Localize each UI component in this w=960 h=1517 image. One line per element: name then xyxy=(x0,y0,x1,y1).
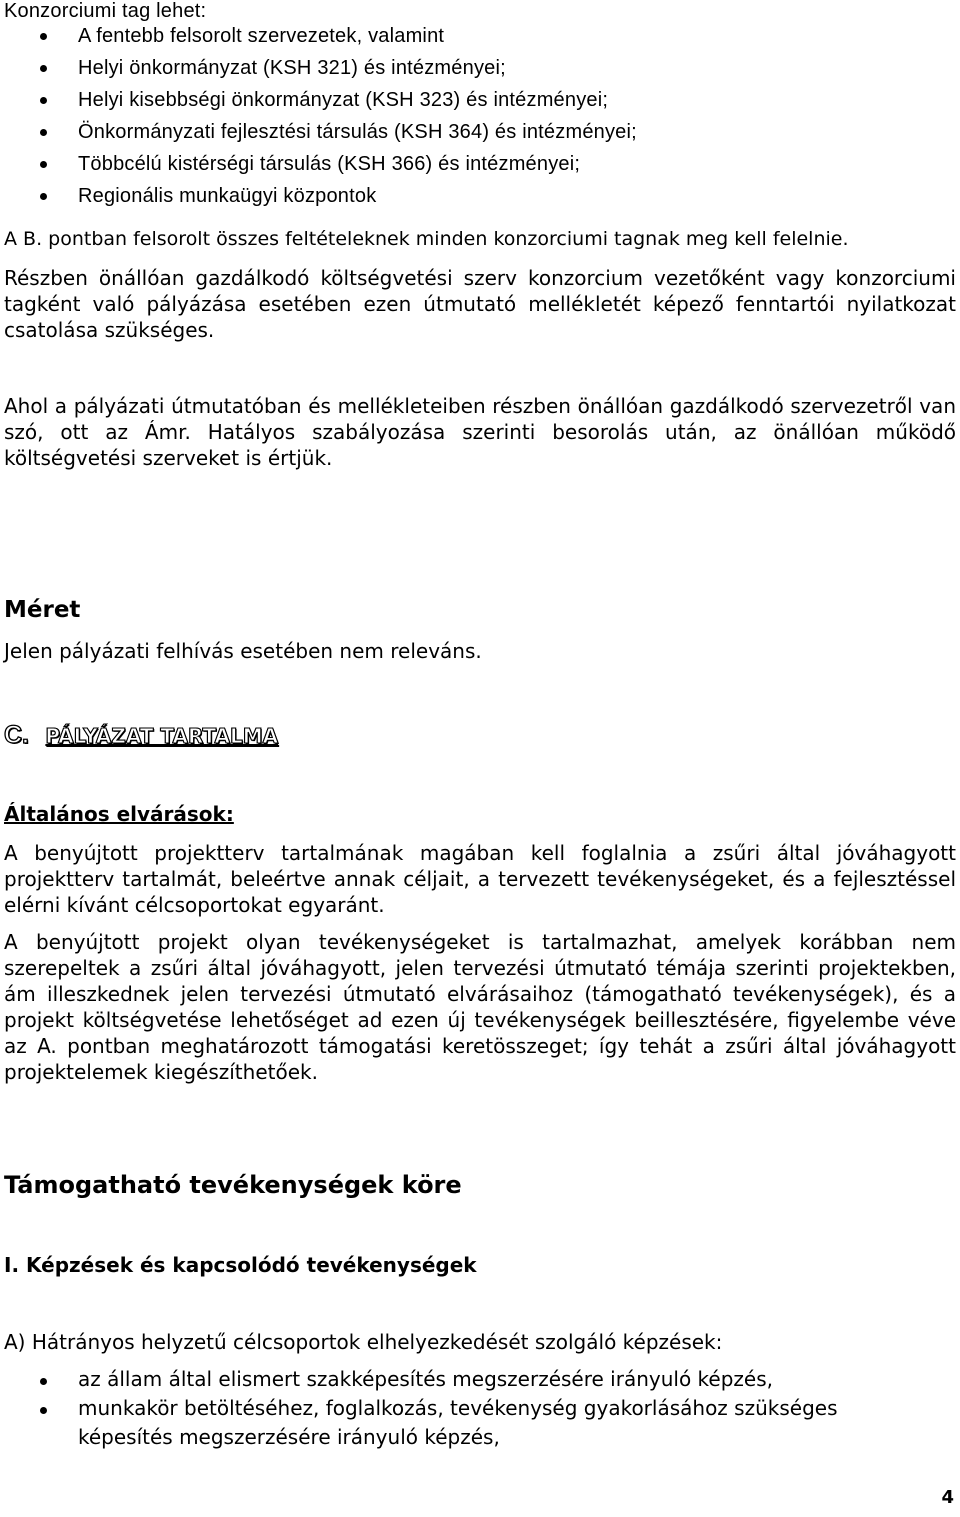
list-item: az állam által elismert szakképesítés megszerzésére irányuló képzés, xyxy=(4,1365,956,1394)
training-subheading: A) Hátrányos helyzetű célcsoportok elhelyezkedését szolgáló képzések: xyxy=(4,1330,723,1354)
size-heading: Méret xyxy=(4,597,81,623)
list-item: Önkormányzati fejlesztési társulás (KSH 364) és intézményei; xyxy=(4,116,956,148)
list-item: Többcélú kistérségi társulás (KSH 366) és intézményei; xyxy=(4,148,956,180)
list-item: Helyi önkormányzat (KSH 321) és intézményei; xyxy=(4,52,956,84)
reference-paragraph: Ahol a pályázati útmutatóban és mellékleteiben részben önállóan gazdálkodó szervezetről van szó, ott az Ámr. Hatályos szabályozása szerinti besorolás után, az önállóan működő költségvetési szerveket is értjük. xyxy=(4,394,956,470)
general-paragraph-1: A benyújtott projektterv tartalmának magában kell foglalnia a zsűri által jóváhagyott projektterv tartalmát, beleértve annak céljait, a tervezett tevékenységeket, és a fejlesztéssel elérni kívánt célcsoportokat egyaránt. xyxy=(4,841,956,917)
section-c-title: PÁLYÁZAT TARTALMA xyxy=(45,724,279,748)
list-item: Regionális munkaügyi központok xyxy=(4,180,956,212)
page-number: 4 xyxy=(941,1487,954,1508)
partial-budget-paragraph: Részben önállóan gazdálkodó költségvetési szerv konzorcium vezetőként vagy konzorciumi tagként való pályázása esetében ezen útmutató mellékletét képező fenntartói nyilatkozat csatolása szükséges. xyxy=(4,266,956,342)
bullet-icon xyxy=(40,65,47,72)
bullet-icon xyxy=(40,1378,47,1385)
bullet-icon xyxy=(40,33,47,40)
consortium-intro: Konzorciumi tag lehet: xyxy=(4,0,207,22)
list-item: munkakör betöltéséhez, foglalkozás, tevékenység gyakorlásához szükséges képesítés megszerzésére irányuló képzés, xyxy=(4,1394,956,1452)
consortium-member-list xyxy=(4,20,956,212)
list-item: A fentebb felsorolt szervezetek, valamint xyxy=(4,20,956,52)
bullet-icon xyxy=(40,161,47,168)
section-c-heading xyxy=(4,720,956,751)
general-paragraph-2: A benyújtott projekt olyan tevékenységeket is tartalmazhat, amelyek korábban nem szerepeltek a zsűri által jóváhagyott, jelen tervezési útmutató témája szerinti projektekben, ám illeszkednek jelen tervezési útmutató elvárásaihoz (támogatható tevékenységek), és a projekt költségvetése lehetőséget ad ezen új tevékenységek beillesztésére, figyelembe véve az A. pontban meghatározott támogatási keretösszeget; így tehát a zsűri által jóváhagyott projektelemek kiegészíthetőek. xyxy=(4,930,956,1084)
training-list xyxy=(4,1365,956,1452)
general-expectations-heading: Általános elvárások: xyxy=(4,802,234,826)
bullet-icon xyxy=(40,193,47,200)
supported-activities-heading: Támogatható tevékenységek köre xyxy=(4,1171,462,1199)
list-item: Helyi kisebbségi önkormányzat (KSH 323) és intézményei; xyxy=(4,84,956,116)
size-text: Jelen pályázati felhívás esetében nem releváns. xyxy=(4,639,482,663)
training-heading: I. Képzések és kapcsolódó tevékenységek xyxy=(4,1253,477,1277)
section-c-letter: C. xyxy=(4,721,29,749)
bullet-icon xyxy=(40,129,47,136)
bullet-icon xyxy=(40,97,47,104)
bullet-icon xyxy=(40,1407,47,1414)
conditions-paragraph: A B. pontban felsorolt összes feltételeknek minden konzorciumi tagnak meg kell felelnie. xyxy=(4,228,849,250)
